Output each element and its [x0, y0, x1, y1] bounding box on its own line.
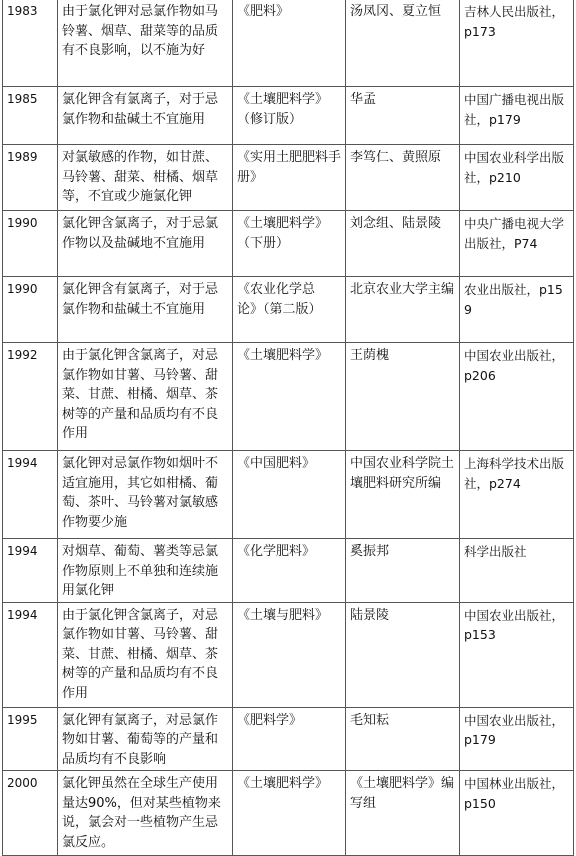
cell-statement: 由于氯化钾含氯离子，对忌氯作物如甘薯、马铃薯、甜菜、甘蔗、柑橘、烟草、茶树等的产量和品质均有不良作用 [58, 343, 233, 451]
cell-book: 《肥料》 [233, 0, 346, 87]
cell-publisher: 中国农业出版社，p153 [460, 602, 574, 707]
cell-publisher: 中国广播电视出版社，p179 [460, 87, 574, 145]
cell-book: 《实用土肥肥料手册》 [233, 145, 346, 211]
cell-year: 1985 [3, 87, 58, 145]
cell-year: 1990 [3, 211, 58, 277]
cell-year: 1994 [3, 451, 58, 539]
table-row [3, 539, 574, 603]
table-row [3, 0, 574, 87]
cell-author: 北京农业大学主编 [346, 277, 460, 343]
cell-year: 1990 [3, 277, 58, 343]
cell-publisher: 中国农业出版社，p179 [460, 707, 574, 771]
cell-author: 毛知耘 [346, 707, 460, 771]
cell-statement: 氯化钾对忌氯作物如烟叶不适宜施用，其它如柑橘、葡萄、茶叶、马铃薯对氯敏感作物要少施 [58, 451, 233, 539]
table-row [3, 771, 574, 856]
cell-author: 汤凤冈、夏立恒 [346, 0, 460, 87]
cell-author: 中国农业科学院土壤肥料研究所编 [346, 451, 460, 539]
cell-year: 1989 [3, 145, 58, 211]
cell-statement: 氯化钾含有氯离子，对于忌氯作物和盐碱土不宜施用 [58, 87, 233, 145]
cell-book: 《土壤肥料学》（下册） [233, 211, 346, 277]
table-row [3, 277, 574, 343]
cell-publisher: 中央广播电视大学出版社，P74 [460, 211, 574, 277]
cell-statement: 氯化钾有氯离子，对忌氯作物如甘薯、葡萄等的产量和品质均有不良影响 [58, 707, 233, 771]
cell-statement: 对氯敏感的作物，如甘蔗、马铃薯、甜菜、柑橘、烟草等，不宜或少施氯化钾 [58, 145, 233, 211]
table-row [3, 145, 574, 211]
cell-book: 《化学肥料》 [233, 539, 346, 603]
cell-publisher: 农业出版社，p159 [460, 277, 574, 343]
cell-publisher: 中国林业出版社，p150 [460, 771, 574, 856]
cell-author: 王荫槐 [346, 343, 460, 451]
cell-publisher: 吉林人民出版社，p173 [460, 0, 574, 87]
cell-author: 陆景陵 [346, 602, 460, 707]
table-row [3, 343, 574, 451]
cell-statement: 氯化钾虽然在全球生产使用量达90%，但对某些植物来说，氯会对一些植物产生忌氯反应。 [58, 771, 233, 856]
cell-author: 刘念组、陆景陵 [346, 211, 460, 277]
cell-year: 1994 [3, 539, 58, 603]
cell-publisher: 上海科学技术出版社，p274 [460, 451, 574, 539]
table-row [3, 87, 574, 145]
cell-author: 李笃仁、黄照原 [346, 145, 460, 211]
table-row [3, 211, 574, 277]
cell-statement: 氯化钾含氯离子，对于忌氯作物以及盐碱地不宜施用 [58, 211, 233, 277]
cell-book: 《土壤肥料学》 [233, 343, 346, 451]
cell-book: 《土壤与肥料》 [233, 602, 346, 707]
cell-year: 1995 [3, 707, 58, 771]
table-body [3, 0, 574, 856]
table-row [3, 602, 574, 707]
cell-book: 《肥料学》 [233, 707, 346, 771]
cell-book: 《土壤肥料学》（修订版） [233, 87, 346, 145]
cell-year: 1994 [3, 602, 58, 707]
cell-author: 奚振邦 [346, 539, 460, 603]
table-row [3, 707, 574, 771]
cell-book: 《农业化学总论》（第二版） [233, 277, 346, 343]
cell-book: 《土壤肥料学》 [233, 771, 346, 856]
cell-year: 1983 [3, 0, 58, 87]
cell-statement: 由于氯化钾含氯离子，对忌氯作物如甘薯、马铃薯、甜菜、甘蔗、柑橘、烟草、茶树等的产量和品质均有不良作用 [58, 602, 233, 707]
cell-statement: 氯化钾含有氯离子，对于忌氯作物和盐碱土不宜施用 [58, 277, 233, 343]
cell-publisher: 科学出版社 [460, 539, 574, 603]
fertilizer-literature-table [2, 0, 574, 856]
cell-publisher: 中国农业科学出版社，p210 [460, 145, 574, 211]
cell-author: 《土壤肥料学》编写组 [346, 771, 460, 856]
cell-author: 华孟 [346, 87, 460, 145]
cell-publisher: 中国农业出版社，p206 [460, 343, 574, 451]
cell-statement: 对烟草、葡萄、薯类等忌氯作物原则上不单独和连续施用氯化钾 [58, 539, 233, 603]
cell-year: 2000 [3, 771, 58, 856]
table-row [3, 451, 574, 539]
cell-book: 《中国肥料》 [233, 451, 346, 539]
cell-statement: 由于氯化钾对忌氯作物如马铃薯、烟草、甜菜等的品质有不良影响，以不施为好 [58, 0, 233, 87]
cell-year: 1992 [3, 343, 58, 451]
